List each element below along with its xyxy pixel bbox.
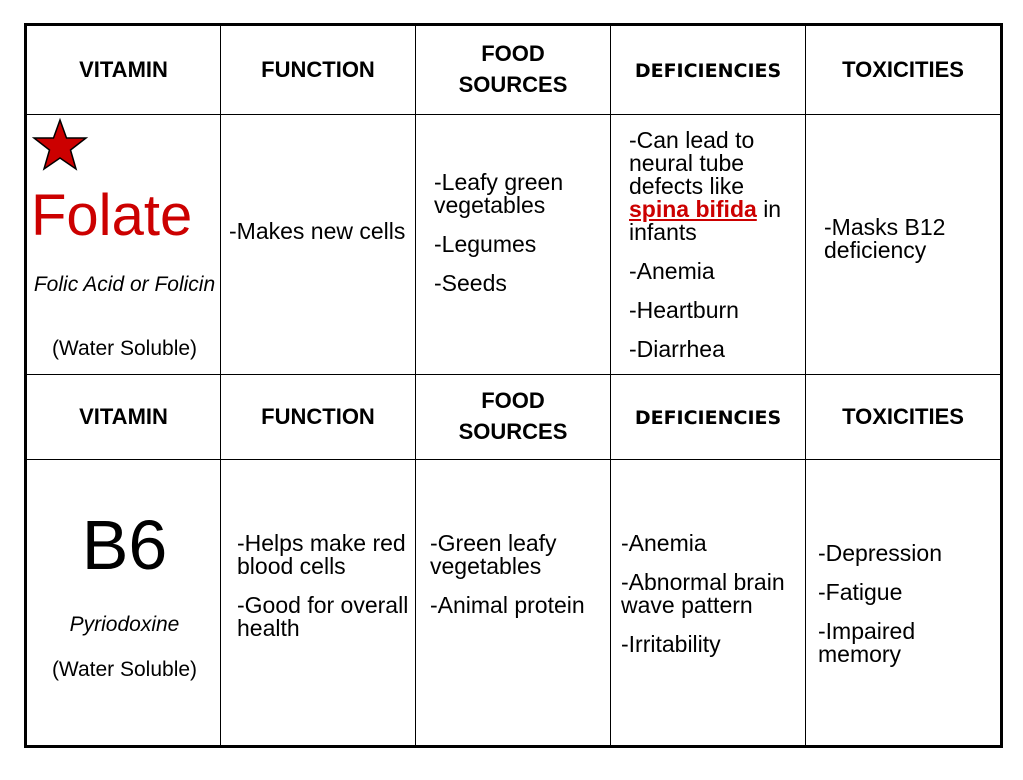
folate-toxicities-cell: [806, 115, 1002, 375]
header-row: [26, 25, 1002, 115]
list-item: -Leafy green vegetables: [434, 169, 564, 218]
list-item: -Helps make red blood cells: [237, 530, 406, 579]
b6-name: B6: [81, 506, 168, 584]
b6-vitamin-cell: [26, 460, 221, 747]
list-item: -Green leafy vegetables: [430, 530, 557, 579]
star-icon: [31, 117, 89, 175]
header-deficiencies: [611, 25, 806, 115]
header-food-sources: [416, 25, 611, 115]
list-item: -Anemia: [621, 530, 707, 556]
b6-deficiencies-cell: [611, 460, 806, 747]
list-item: -Legumes: [434, 231, 537, 257]
folate-name: Folate: [31, 183, 193, 248]
table-row-folate: [26, 115, 1002, 375]
header-vitamin: VITAMIN: [26, 375, 221, 460]
table-row-b6: [26, 460, 1002, 747]
header-food-sources-label: FOOD SOURCES: [458, 388, 568, 444]
list-item: -Heartburn: [629, 297, 739, 323]
list-item: -Diarrhea: [629, 336, 725, 362]
list-item: -Depression: [818, 540, 942, 566]
header-toxicities: TOXICITIES: [806, 25, 1002, 115]
list-item: -Good for overall health: [237, 592, 409, 641]
spina-bifida-highlight: spina bifida: [629, 196, 757, 222]
b6-deficiencies-list: [621, 532, 797, 672]
header-deficiencies-label: DEFICIENCIES: [634, 59, 782, 82]
b6-food-list: [430, 532, 606, 633]
vitamin-table: [24, 23, 1003, 748]
b6-food-cell: [416, 460, 611, 747]
header-deficiencies-label: DEFICIENCIES: [634, 406, 782, 429]
header-food-sources: [416, 375, 611, 460]
list-item: -Seeds: [434, 270, 507, 296]
b6-function-list: [237, 532, 413, 656]
header-row-2: [26, 375, 1002, 460]
list-item: -Irritability: [621, 631, 721, 657]
folate-alt-name: Folic Acid or Folicin: [33, 273, 216, 296]
header-function: FUNCTION: [221, 25, 416, 115]
deficiency-text: -Can lead to neural tube defects like: [629, 127, 755, 199]
list-item: -Fatigue: [818, 579, 903, 605]
folate-function-item: -Makes new cells: [229, 218, 406, 244]
folate-function-cell: [221, 115, 416, 375]
header-vitamin: VITAMIN: [26, 25, 221, 115]
folate-toxicity-item: -Masks B12 deficiency: [824, 214, 946, 263]
list-item: [629, 129, 805, 244]
b6-toxicities-cell: [806, 460, 1002, 747]
folate-vitamin-cell: [26, 115, 221, 375]
b6-function-cell: [221, 460, 416, 747]
list-item: -Anemia: [629, 258, 715, 284]
folate-solubility: (Water Soluble): [51, 337, 198, 360]
list-item: -Animal protein: [430, 592, 585, 618]
folate-food-list: [434, 171, 604, 311]
folate-food-cell: [416, 115, 611, 375]
folate-deficiencies-list: [629, 129, 805, 377]
header-toxicities: TOXICITIES: [806, 375, 1002, 460]
b6-solubility: (Water Soluble): [51, 658, 198, 681]
list-item: -Abnormal brain wave pattern: [621, 569, 785, 618]
header-food-sources-label: FOOD SOURCES: [458, 41, 568, 97]
b6-alt-name: Pyriodoxine: [69, 613, 180, 636]
header-function: FUNCTION: [221, 375, 416, 460]
folate-deficiencies-cell: [611, 115, 806, 375]
header-deficiencies: [611, 375, 806, 460]
list-item: -Impaired memory: [818, 618, 916, 667]
b6-toxicities-list: [818, 542, 994, 682]
deficiency-text-cont: in infants: [629, 196, 782, 245]
